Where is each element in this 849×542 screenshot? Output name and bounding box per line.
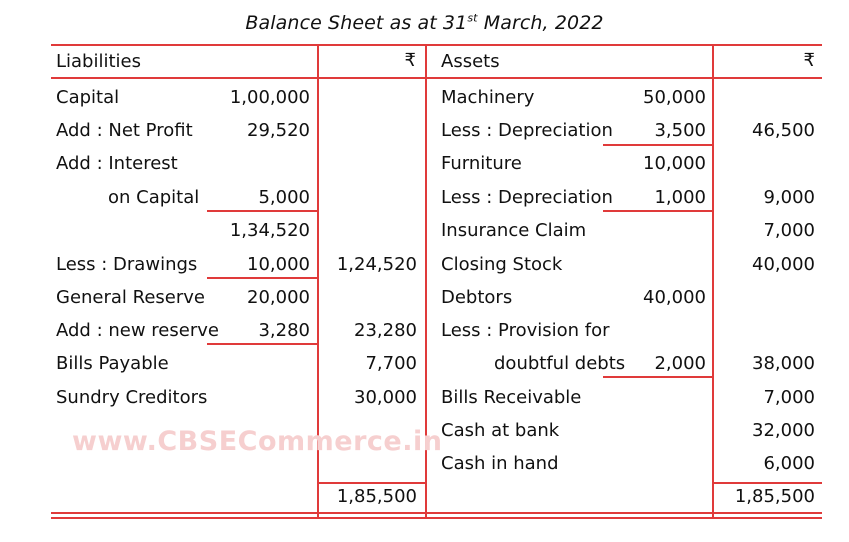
top-rule (51, 44, 822, 46)
asset-underline-debtors (603, 376, 712, 378)
liab-label: Bills Payable (56, 353, 169, 374)
asset-label: doubtful debts (494, 353, 626, 374)
asset-label: Cash at bank (441, 420, 560, 441)
liab-label: Less : Drawings (56, 254, 198, 275)
asset-outer: 6,000 (763, 453, 815, 474)
liab-inner: 1,34,520 (229, 220, 310, 241)
liab-outer: 23,280 (354, 320, 417, 341)
header-rupee-left: ₹ (404, 50, 416, 71)
asset-outer: 46,500 (752, 120, 815, 141)
bottom-rule-2 (51, 517, 822, 519)
liab-inner: 29,520 (247, 120, 310, 141)
liab-inner: 10,000 (247, 254, 310, 275)
asset-label: Machinery (441, 87, 535, 108)
header-rule (51, 77, 822, 79)
asset-outer: 9,000 (763, 187, 815, 208)
watermark-text: www.CBSECommerce.in (72, 426, 443, 457)
liab-label: Capital (56, 87, 120, 108)
title-rest: March, 2022 (477, 12, 604, 35)
liab-label: Sundry Creditors (56, 387, 208, 408)
asset-underline-machinery (603, 144, 712, 146)
asset-inner: 50,000 (643, 87, 706, 108)
title-suffix: st (467, 12, 478, 25)
liab-label: Add : new reserve (56, 320, 219, 341)
liab-label: Add : Net Profit (56, 120, 193, 141)
liab-label: Add : Interest (56, 153, 178, 174)
asset-total-rule-top (712, 482, 822, 484)
balance-sheet-title (0, 12, 849, 34)
liab-outer: 30,000 (354, 387, 417, 408)
liab-label: General Reserve (56, 287, 206, 308)
asset-label: Insurance Claim (441, 220, 587, 241)
asset-label: Bills Receivable (441, 387, 582, 408)
asset-underline-furniture (603, 210, 712, 212)
header-assets: Assets (441, 51, 500, 72)
liab-outer: 1,24,520 (336, 254, 417, 275)
asset-label: Less : Depreciation (441, 187, 613, 208)
asset-inner: 3,500 (654, 120, 706, 141)
header-rupee-right: ₹ (803, 50, 815, 71)
asset-inner: 2,000 (654, 353, 706, 374)
liab-inner: 20,000 (247, 287, 310, 308)
liab-label: on Capital (108, 187, 200, 208)
asset-total: 1,85,500 (734, 486, 815, 507)
asset-label: Debtors (441, 287, 513, 308)
asset-label: Less : Depreciation (441, 120, 613, 141)
title-main: Balance Sheet as at 31 (245, 12, 468, 35)
asset-label: Closing Stock (441, 254, 563, 275)
liab-inner: 1,00,000 (229, 87, 310, 108)
asset-label: Furniture (441, 153, 522, 174)
header-liabilities: Liabilities (56, 51, 141, 72)
asset-outer: 32,000 (752, 420, 815, 441)
asset-inner: 10,000 (643, 153, 706, 174)
asset-label: Cash in hand (441, 453, 559, 474)
liab-total: 1,85,500 (336, 486, 417, 507)
liab-outer: 7,700 (365, 353, 417, 374)
asset-outer: 40,000 (752, 254, 815, 275)
asset-label: Less : Provision for (441, 320, 610, 341)
column-divider-right-amount (712, 44, 714, 519)
bottom-rule-1 (51, 512, 822, 514)
liab-inner: 3,280 (258, 320, 310, 341)
liab-inner: 5,000 (258, 187, 310, 208)
liab-underline-interest (207, 210, 317, 212)
liab-total-rule-top (317, 482, 425, 484)
liab-underline-drawings (207, 277, 317, 279)
asset-inner: 40,000 (643, 287, 706, 308)
asset-outer: 38,000 (752, 353, 815, 374)
asset-outer: 7,000 (763, 220, 815, 241)
asset-inner: 1,000 (654, 187, 706, 208)
asset-outer: 7,000 (763, 387, 815, 408)
liab-underline-reserve (207, 343, 317, 345)
